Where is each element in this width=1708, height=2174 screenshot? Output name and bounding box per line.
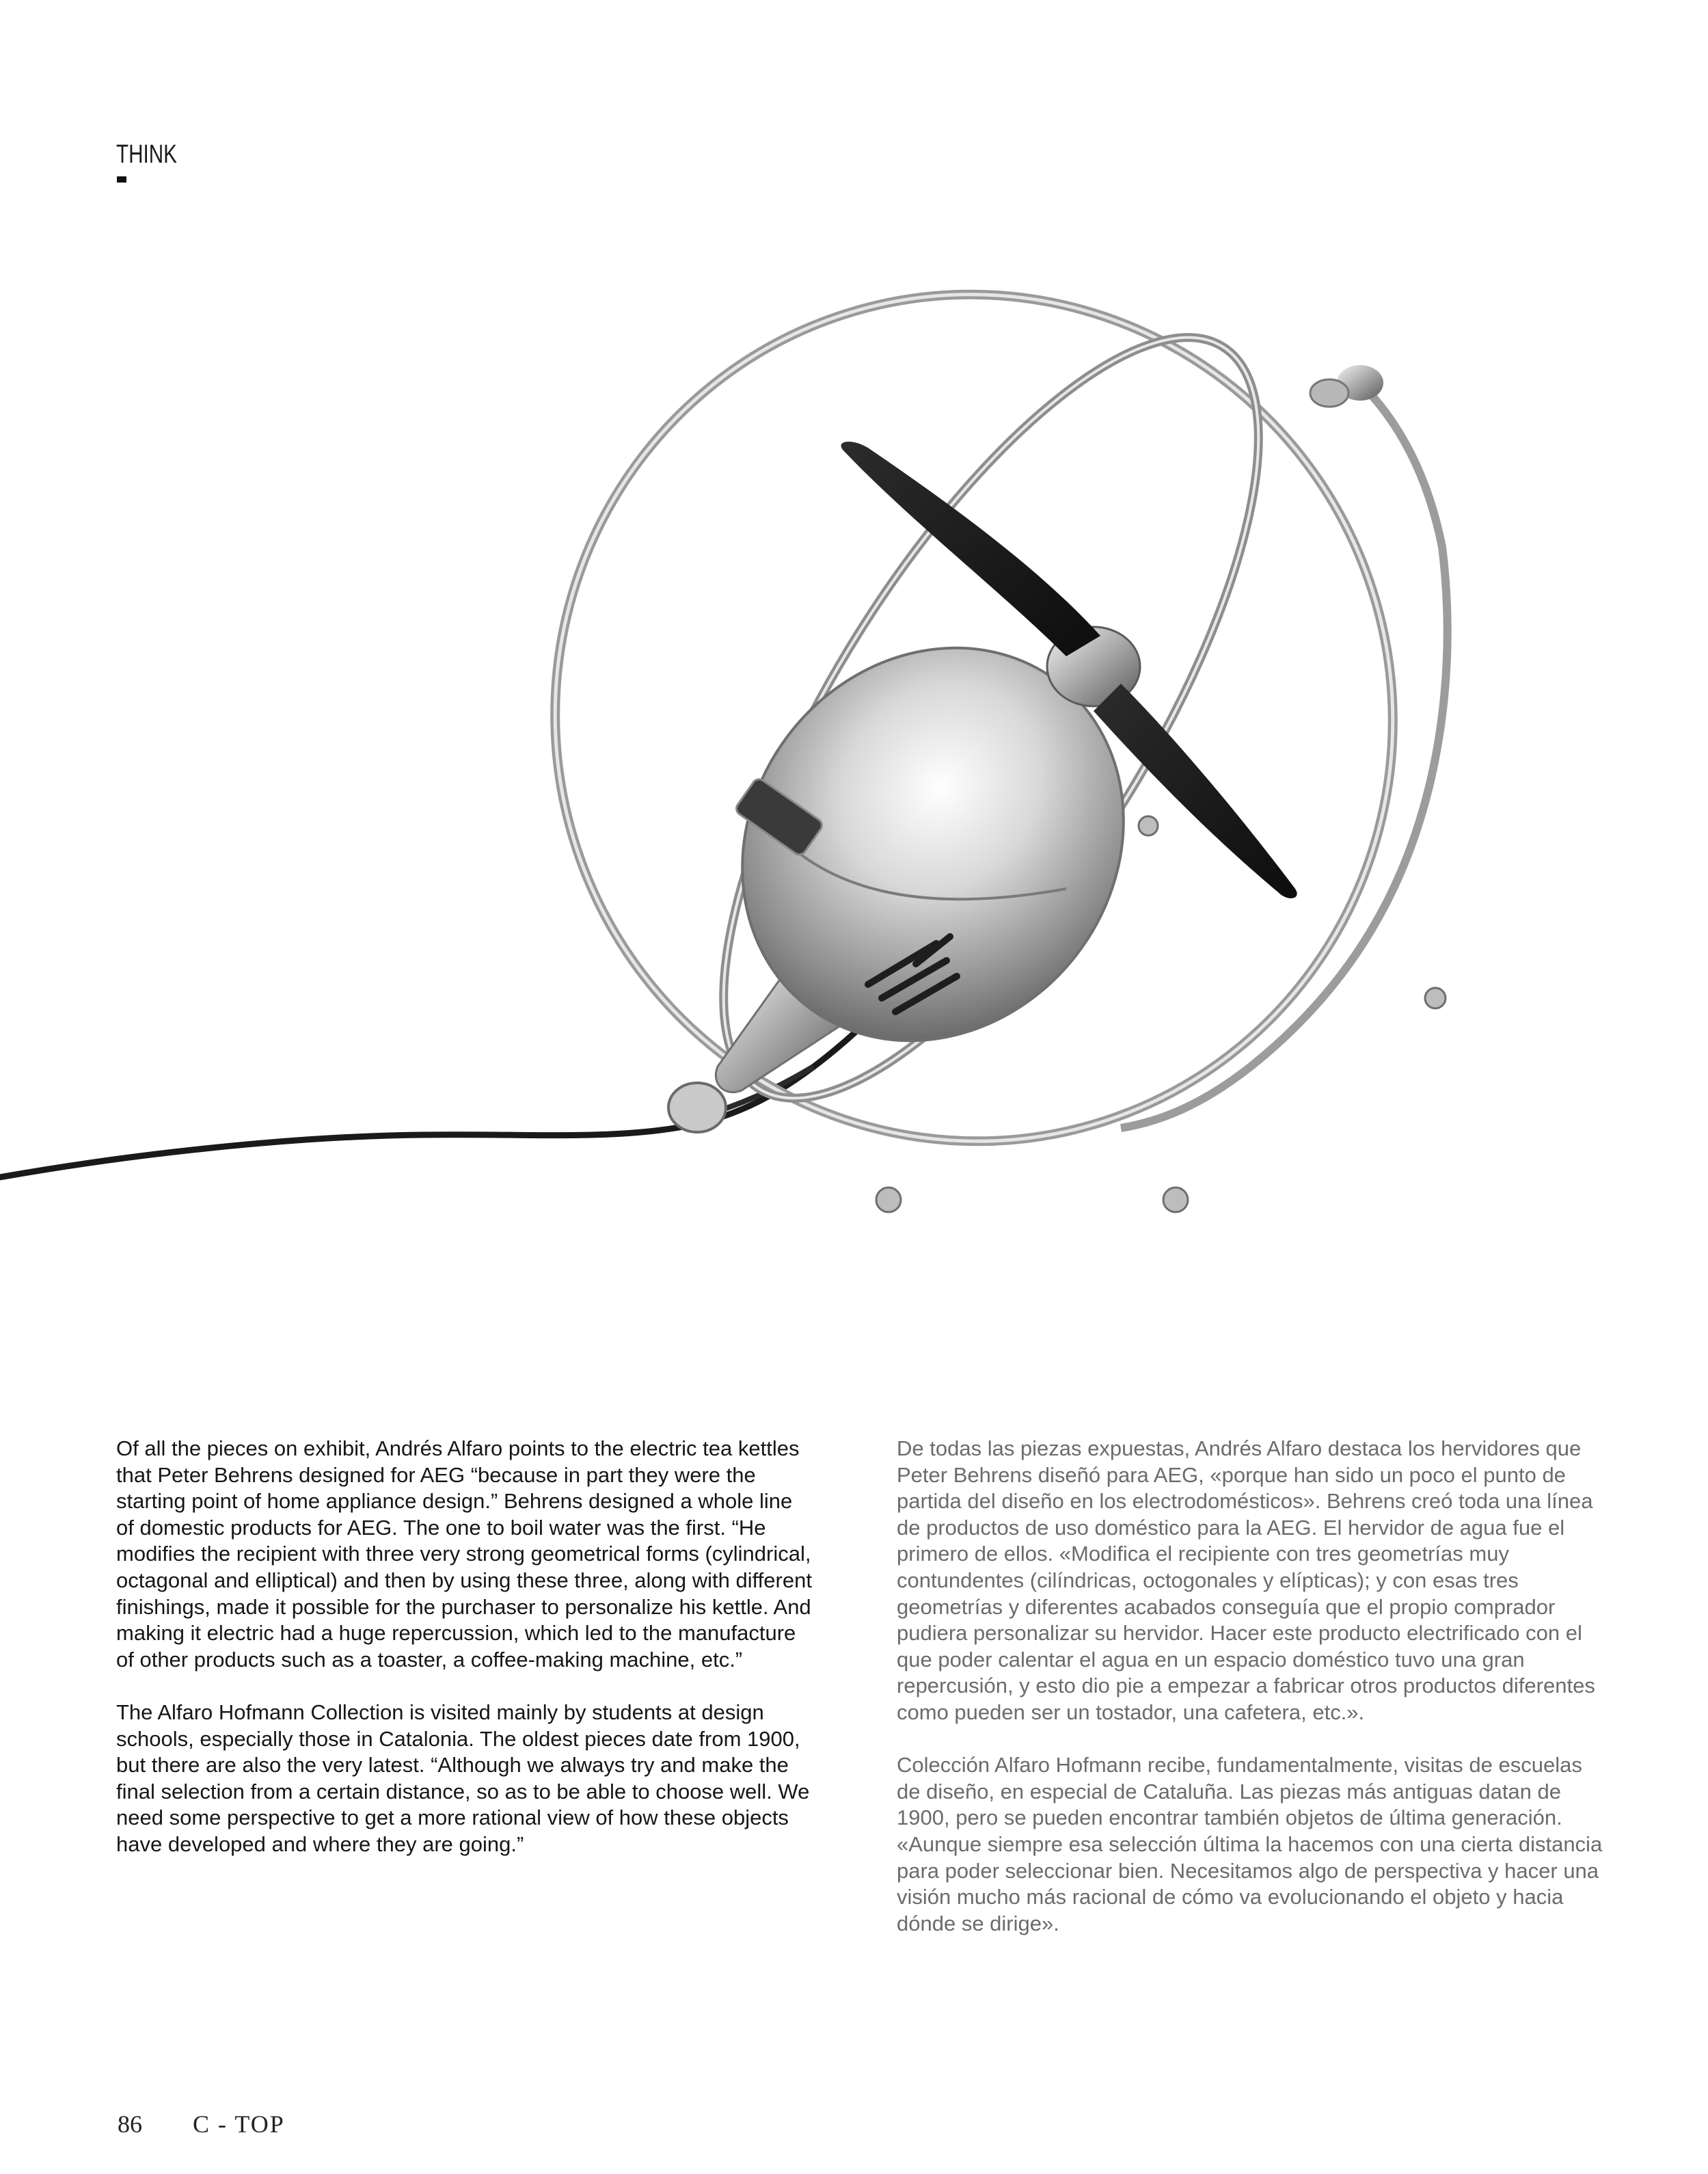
page-footer bbox=[118, 2110, 285, 2138]
paragraph: De todas las piezas expuestas, Andrés Alfaro destaca los hervidores que Peter Behrens diseñó para AEG, «porque han sido un poco el punto de partida del diseño en los electrodomésticos». Behrens creó toda una línea de productos de uso doméstico para la AEG. El hervidor de agua fue el primero de ellos. «Modifica el recipiente con tres geometrías muy contundentes (cilíndricas, octogonales y elípticas); y con esas tres geometrías y diferentes acabados conseguía que el propio comprador pudiera personalizar su hervidor. Hacer este producto electrificado con el que poder calentar el agua en un espacio doméstico tuvo una gran repercusión, y esto dio pie a empezar a fabricar otros productos diferentes como pueden ser un tostador, una cafetera, etc.». bbox=[897, 1436, 1595, 1724]
page-number: 86 bbox=[118, 2110, 142, 2138]
publication-name: C - TOP bbox=[193, 2110, 285, 2138]
propeller-blade-upper bbox=[841, 442, 1100, 656]
article-column-spanish bbox=[897, 1436, 1608, 1963]
bottom-pivot bbox=[668, 1083, 726, 1132]
paragraph: The Alfaro Hofmann Collection is visited mainly by students at design schools, especially those in Catalonia. The oldest pieces date from 1900, but there are also the very latest. “Although we always try and make the final selection from a certain distance, so as to be able to choose well. We need some perspective to get a more rational view of how these objects have developed and where they are going.” bbox=[116, 1700, 810, 1856]
section-underline-mark bbox=[117, 176, 126, 183]
article-column-english bbox=[116, 1436, 813, 1884]
paragraph: Of all the pieces on exhibit, Andrés Alfaro points to the electric tea kettles that Peter Behrens designed for AEG “because in part they were the starting point of home appliance design.” Behrens designed a whole line of domestic products for AEG. The one to boil water was the first. “He modifies the recipient with three very strong geometrical forms (cylindrical, octagonal and elliptical) and then by using these three, along with different finishings, made it possible for the purchaser to personalize his kettle. And making it electric had a huge repercussion, which led to the manufacture of other products such as a toaster, a coffee-making machine, etc.” bbox=[116, 1436, 812, 1672]
fan-image bbox=[0, 260, 1708, 1237]
paragraph: Colección Alfaro Hofmann recibe, fundamentalmente, visitas de escuelas de diseño, en especial de Cataluña. Las piezas más antiguas datan de 1900, pero se pueden encontrar también objetos de última generación. «Aunque siempre esa selección última la hacemos con una cierta distancia para poder seleccionar bien. Necesitamos algo de perspectiva y hacer una visión mucho más racional de cómo va evolucionando el objeto y hacia dónde se dirige». bbox=[897, 1753, 1603, 1935]
propeller-blade-lower bbox=[1094, 684, 1297, 898]
section-label: THINK bbox=[116, 140, 177, 169]
